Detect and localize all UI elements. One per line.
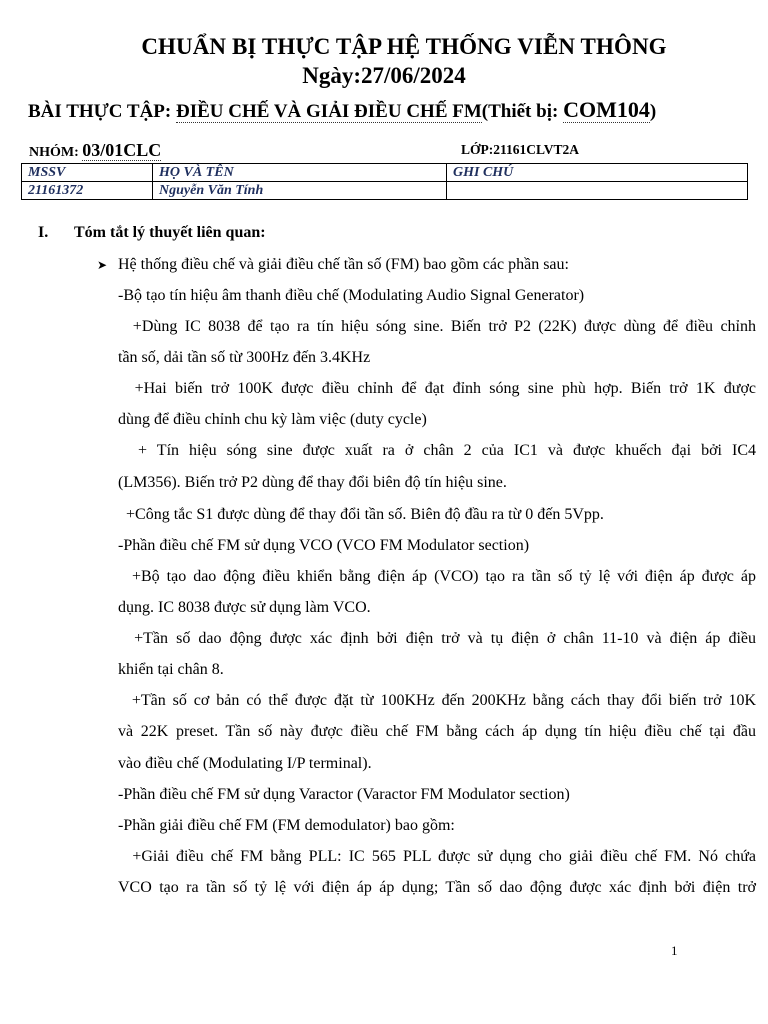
member-table xyxy=(21,163,748,200)
body-line: +Tần số dao động được xác định bởi điện trở và tụ điện ở chân 11-10 và điện áp điều xyxy=(118,630,756,647)
device-suffix: ) xyxy=(649,101,657,122)
exercise-heading xyxy=(28,97,656,123)
body-line: +Dùng IC 8038 để tạo ra tín hiệu sóng sine. Biến trở P2 (22K) được dùng để điều chỉnh xyxy=(118,318,756,335)
body-line: dụng. IC 8038 được sử dụng làm VCO. xyxy=(118,599,371,616)
section-heading xyxy=(38,224,266,242)
cell-name: Nguyễn Văn Tính xyxy=(153,182,447,200)
body-line: khiển tại chân 8. xyxy=(118,661,224,678)
exercise-name: ĐIỀU CHẾ VÀ GIẢI ĐIỀU CHẾ FM xyxy=(175,101,482,122)
body-line: +Tần số cơ bản có thể được đặt từ 100KHz đến 200KHz bằng cách thay đổi biến trở 10K xyxy=(118,692,757,709)
header-note: GHI CHÚ xyxy=(447,164,748,182)
intro-bullet xyxy=(97,256,569,274)
exercise-prefix: BÀI THỰC TẬP: xyxy=(28,101,176,122)
body-line: -Bộ tạo tín hiệu âm thanh điều chế (Modulating Audio Signal Generator) xyxy=(118,287,585,304)
page-number: 1 xyxy=(671,943,678,958)
table-row xyxy=(22,182,748,200)
body-line: +Hai biến trở 100K được điều chỉnh để đạt đỉnh sóng sine phù hợp. Biến trở 1K được xyxy=(118,380,757,397)
section-title: Tóm tắt lý thuyết liên quan: xyxy=(74,224,266,241)
document-date: Ngày:27/06/2024 xyxy=(302,63,466,88)
body-line: dùng để điều chỉnh chu kỳ làm việc (duty cycle) xyxy=(118,411,427,428)
body-line: -Phần giải điều chế FM (FM demodulator) bao gồm: xyxy=(118,817,455,834)
group-label xyxy=(29,140,161,161)
body-line: +Bộ tạo dao động điều khiển bằng điện áp (VCO) tạo ra tần số tỷ lệ với điện áp được áp xyxy=(118,568,757,585)
body-line: VCO tạo ra tần số tỷ lệ với điện áp áp dụng; Tần số dao động được xác định bởi điện trở xyxy=(118,879,756,896)
section-number: I. xyxy=(38,224,49,241)
header-name: HỌ VÀ TÊN xyxy=(153,164,447,182)
cell-note xyxy=(447,182,748,200)
body-line: -Phần điều chế FM sử dụng Varactor (Varactor FM Modulator section) xyxy=(118,786,570,803)
cell-mssv: 21161372 xyxy=(22,182,153,200)
body-line: vào điều chế (Modulating I/P terminal). xyxy=(118,755,372,772)
device-prefix: (Thiết bị: xyxy=(481,101,564,122)
table-header-row xyxy=(22,164,748,182)
body-line: + Tín hiệu sóng sine được xuất ra ở chân 2 của IC1 và được khuếch đại bởi IC4 xyxy=(118,442,756,459)
intro-text: Hệ thống điều chế và giải điều chế tần số (FM) bao gồm các phần sau: xyxy=(118,256,569,273)
body-line: +Giải điều chế FM bằng PLL: IC 565 PLL được sử dụng cho giải điều chế FM. Nó chứa xyxy=(118,848,757,865)
body-line: và 22K preset. Tần số này được điều chế FM bằng cách áp dụng tín hiệu điều chế tại đầu xyxy=(118,723,756,740)
body-line: +Công tắc S1 được dùng để thay đổi tần số. Biên độ đầu ra từ 0 đến 5Vpp. xyxy=(118,506,604,523)
arrow-bullet-icon: ➤ xyxy=(97,258,108,272)
body-line: -Phần điều chế FM sử dụng VCO (VCO FM Modulator section) xyxy=(118,537,530,554)
device-model: COM104 xyxy=(563,97,650,122)
document-title: CHUẨN BỊ THỰC TẬP HỆ THỐNG VIỄN THÔNG xyxy=(141,34,667,59)
group-label-text: NHÓM: xyxy=(29,145,83,160)
header-mssv: MSSV xyxy=(22,164,153,182)
class-label: LỚP:21161CLVT2A xyxy=(461,142,580,157)
body-line: tần số, dải tần số từ 300Hz đến 3.4KHz xyxy=(118,349,371,366)
body-line: (LM356). Biến trở P2 dùng để thay đổi biên độ tín hiệu sine. xyxy=(118,474,507,491)
group-value: 03/01CLC xyxy=(82,140,162,160)
